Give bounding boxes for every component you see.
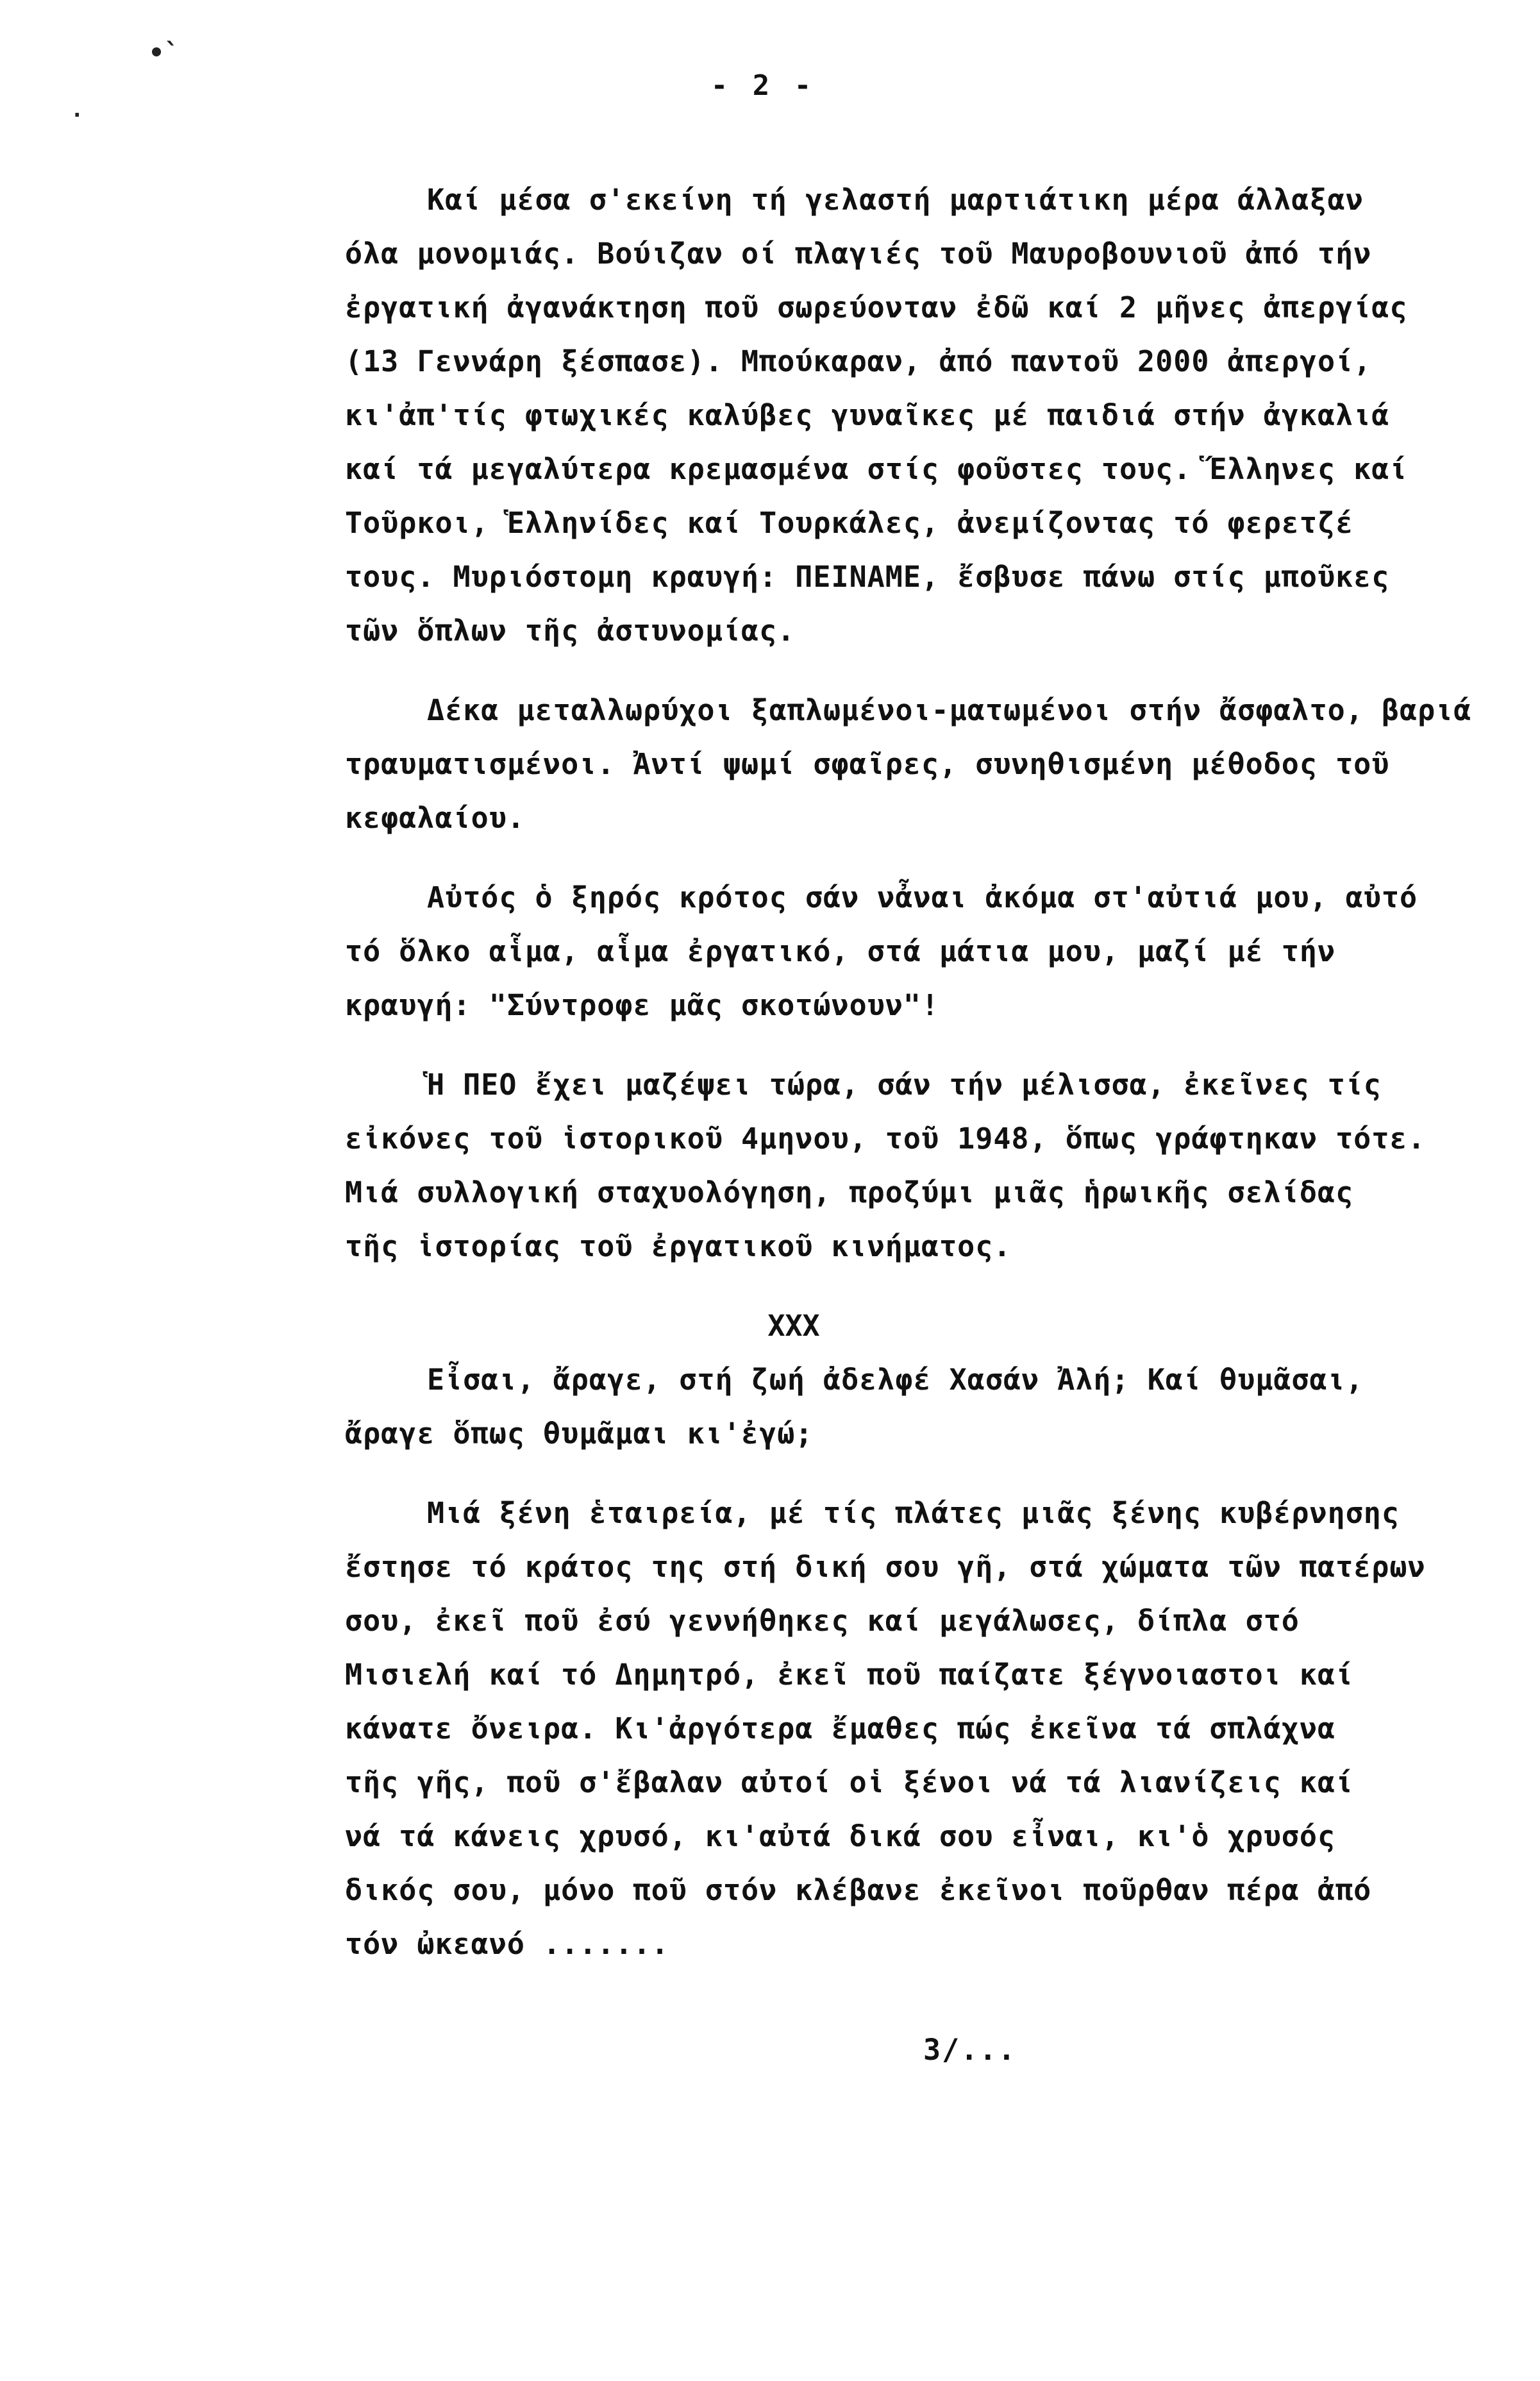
text-line: όλα μονομιάς. Βούιζαν οί πλαγιές τοῦ Μαυροβουνιοῦ ἀπό τήν [345, 237, 1372, 271]
paragraph [345, 173, 1448, 658]
paragraph [345, 1353, 1448, 1461]
text-line: καί τά μεγαλύτερα κρεμασμένα στίς φοῦστες τους. Ἕλληνες καί [345, 452, 1408, 486]
text-line: Αὐτός ὁ ξηρός κρότος σάν νἆναι ἀκόμα στ'αὐτιά μου, αὐτό [427, 880, 1418, 914]
text-line: Καί μέσα σ'εκείνη τή γελαστή μαρτιάτικη μέρα άλλαξαν [427, 183, 1364, 217]
ink-speck-mark: •̀ [149, 38, 165, 68]
text-line: ἐργατική ἀγανάκτηση ποῦ σωρεύονταν ἐδῶ καί 2 μῆνες ἀπεργίας [345, 290, 1408, 324]
text-line: Δέκα μεταλλωρύχοι ξαπλωμένοι-ματωμένοι στήν ἄσφαλτο, βαριά [427, 693, 1472, 727]
text-line: Μιά ξένη ἑταιρεία, μέ τίς πλάτες μιᾶς ξένης κυβέρνησης [427, 1496, 1400, 1530]
page-number: - 2 - [710, 69, 816, 102]
text-line: Τοῦρκοι, Ἑλληνίδες καί Τουρκάλες, ἀνεμίζοντας τό φερετζέ [345, 506, 1354, 540]
text-line: τῶν ὅπλων τῆς ἀστυνομίας. [345, 614, 796, 648]
paragraph [345, 684, 1472, 845]
text-line: τόν ὠκεανό ....... [345, 1927, 669, 1961]
text-line: τους. Μυριόστομη κραυγή: ΠΕΙΝΑΜΕ, ἔσβυσε πάνω στίς μποῦκες [345, 560, 1390, 594]
text-line: νά τά κάνεις χρυσό, κι'αὐτά δικά σου εἶναι, κι'ὁ χρυσός [345, 1819, 1336, 1853]
paragraph-gap [345, 845, 1448, 871]
text-line: ἄραγε ὅπως θυμᾶμαι κι'ἐγώ; [345, 1417, 814, 1451]
paragraph [345, 1058, 1448, 1274]
paragraph [345, 871, 1448, 1032]
text-line: κεφαλαίου. [345, 801, 525, 835]
text-line: Μισιελή καί τό Δημητρό, ἐκεῖ ποῦ παίζατε ξέγνοιαστοι καί [345, 1658, 1354, 1692]
page-continuation-marker: 3/... [923, 2033, 1017, 2067]
text-line: κραυγή: "Σύντροφε μᾶς σκοτώνουν"! [345, 988, 940, 1022]
text-line: Ἡ ΠΕΟ ἔχει μαζέψει τώρα, σάν τήν μέλισσα, ἐκεῖνες τίς [427, 1068, 1382, 1102]
paragraph-gap [345, 1461, 1448, 1486]
text-line: τραυματισμένοι. Ἀντί ψωμί σφαῖρες, συνηθισμένη μέθοδος τοῦ [345, 747, 1390, 781]
paragraph-gap [345, 1032, 1448, 1058]
paragraph [345, 1486, 1448, 1971]
text-line: τῆς ἱστορίας τοῦ ἐργατικοῦ κινήματος. [345, 1229, 1012, 1263]
text-line: δικός σου, μόνο ποῦ στόν κλέβανε ἐκεῖνοι ποῦρθαν πέρα ἀπό [345, 1873, 1372, 1907]
document-body [345, 173, 1472, 1971]
text-line: κι'ἀπ'τίς φτωχικές καλύβες γυναῖκες μέ παιδιά στήν ἀγκαλιά [345, 398, 1390, 432]
text-line: τό ὅλκο αἷμα, αἷμα ἐργατικό, στά μάτια μου, μαζί μέ τήν [345, 934, 1336, 968]
text-line: τῆς γῆς, ποῦ σ'ἔβαλαν αὐτοί οἱ ξένοι νά τά λιανίζεις καί [345, 1765, 1354, 1799]
text-line: σου, ἐκεῖ ποῦ ἐσύ γεννήθηκες καί μεγάλωσες, δίπλα στό [345, 1604, 1300, 1638]
paragraph-gap [345, 1274, 1448, 1299]
text-line: Μιά συλλογική σταχυολόγηση, προζύμι μιᾶς ἡρωικῆς σελίδας [345, 1175, 1354, 1209]
text-line: εἰκόνες τοῦ ἱστορικοῦ 4μηνου, τοῦ 1948, ὅπως γράφτηκαν τότε. [345, 1122, 1426, 1156]
text-line: κάνατε ὄνειρα. Κι'ἀργότερα ἔμαθες πώς ἐκεῖνα τά σπλάχνα [345, 1712, 1336, 1746]
paragraph-gap [345, 658, 1448, 684]
text-line: Εἶσαι, ἄραγε, στή ζωή ἀδελφέ Χασάν Ἀλή; Καί θυμᾶσαι, [427, 1363, 1364, 1397]
section-separator: XXX [767, 1309, 820, 1343]
text-line: (13 Γεννάρη ξέσπασε). Μπούκαραν, ἀπό παντοῦ 2000 ἀπεργοί, [345, 344, 1372, 378]
text-line: ἔστησε τό κράτος της στή δική σου γῆ, στά χώματα τῶν πατέρων [345, 1550, 1426, 1584]
ink-speck-mark: · [71, 103, 84, 128]
